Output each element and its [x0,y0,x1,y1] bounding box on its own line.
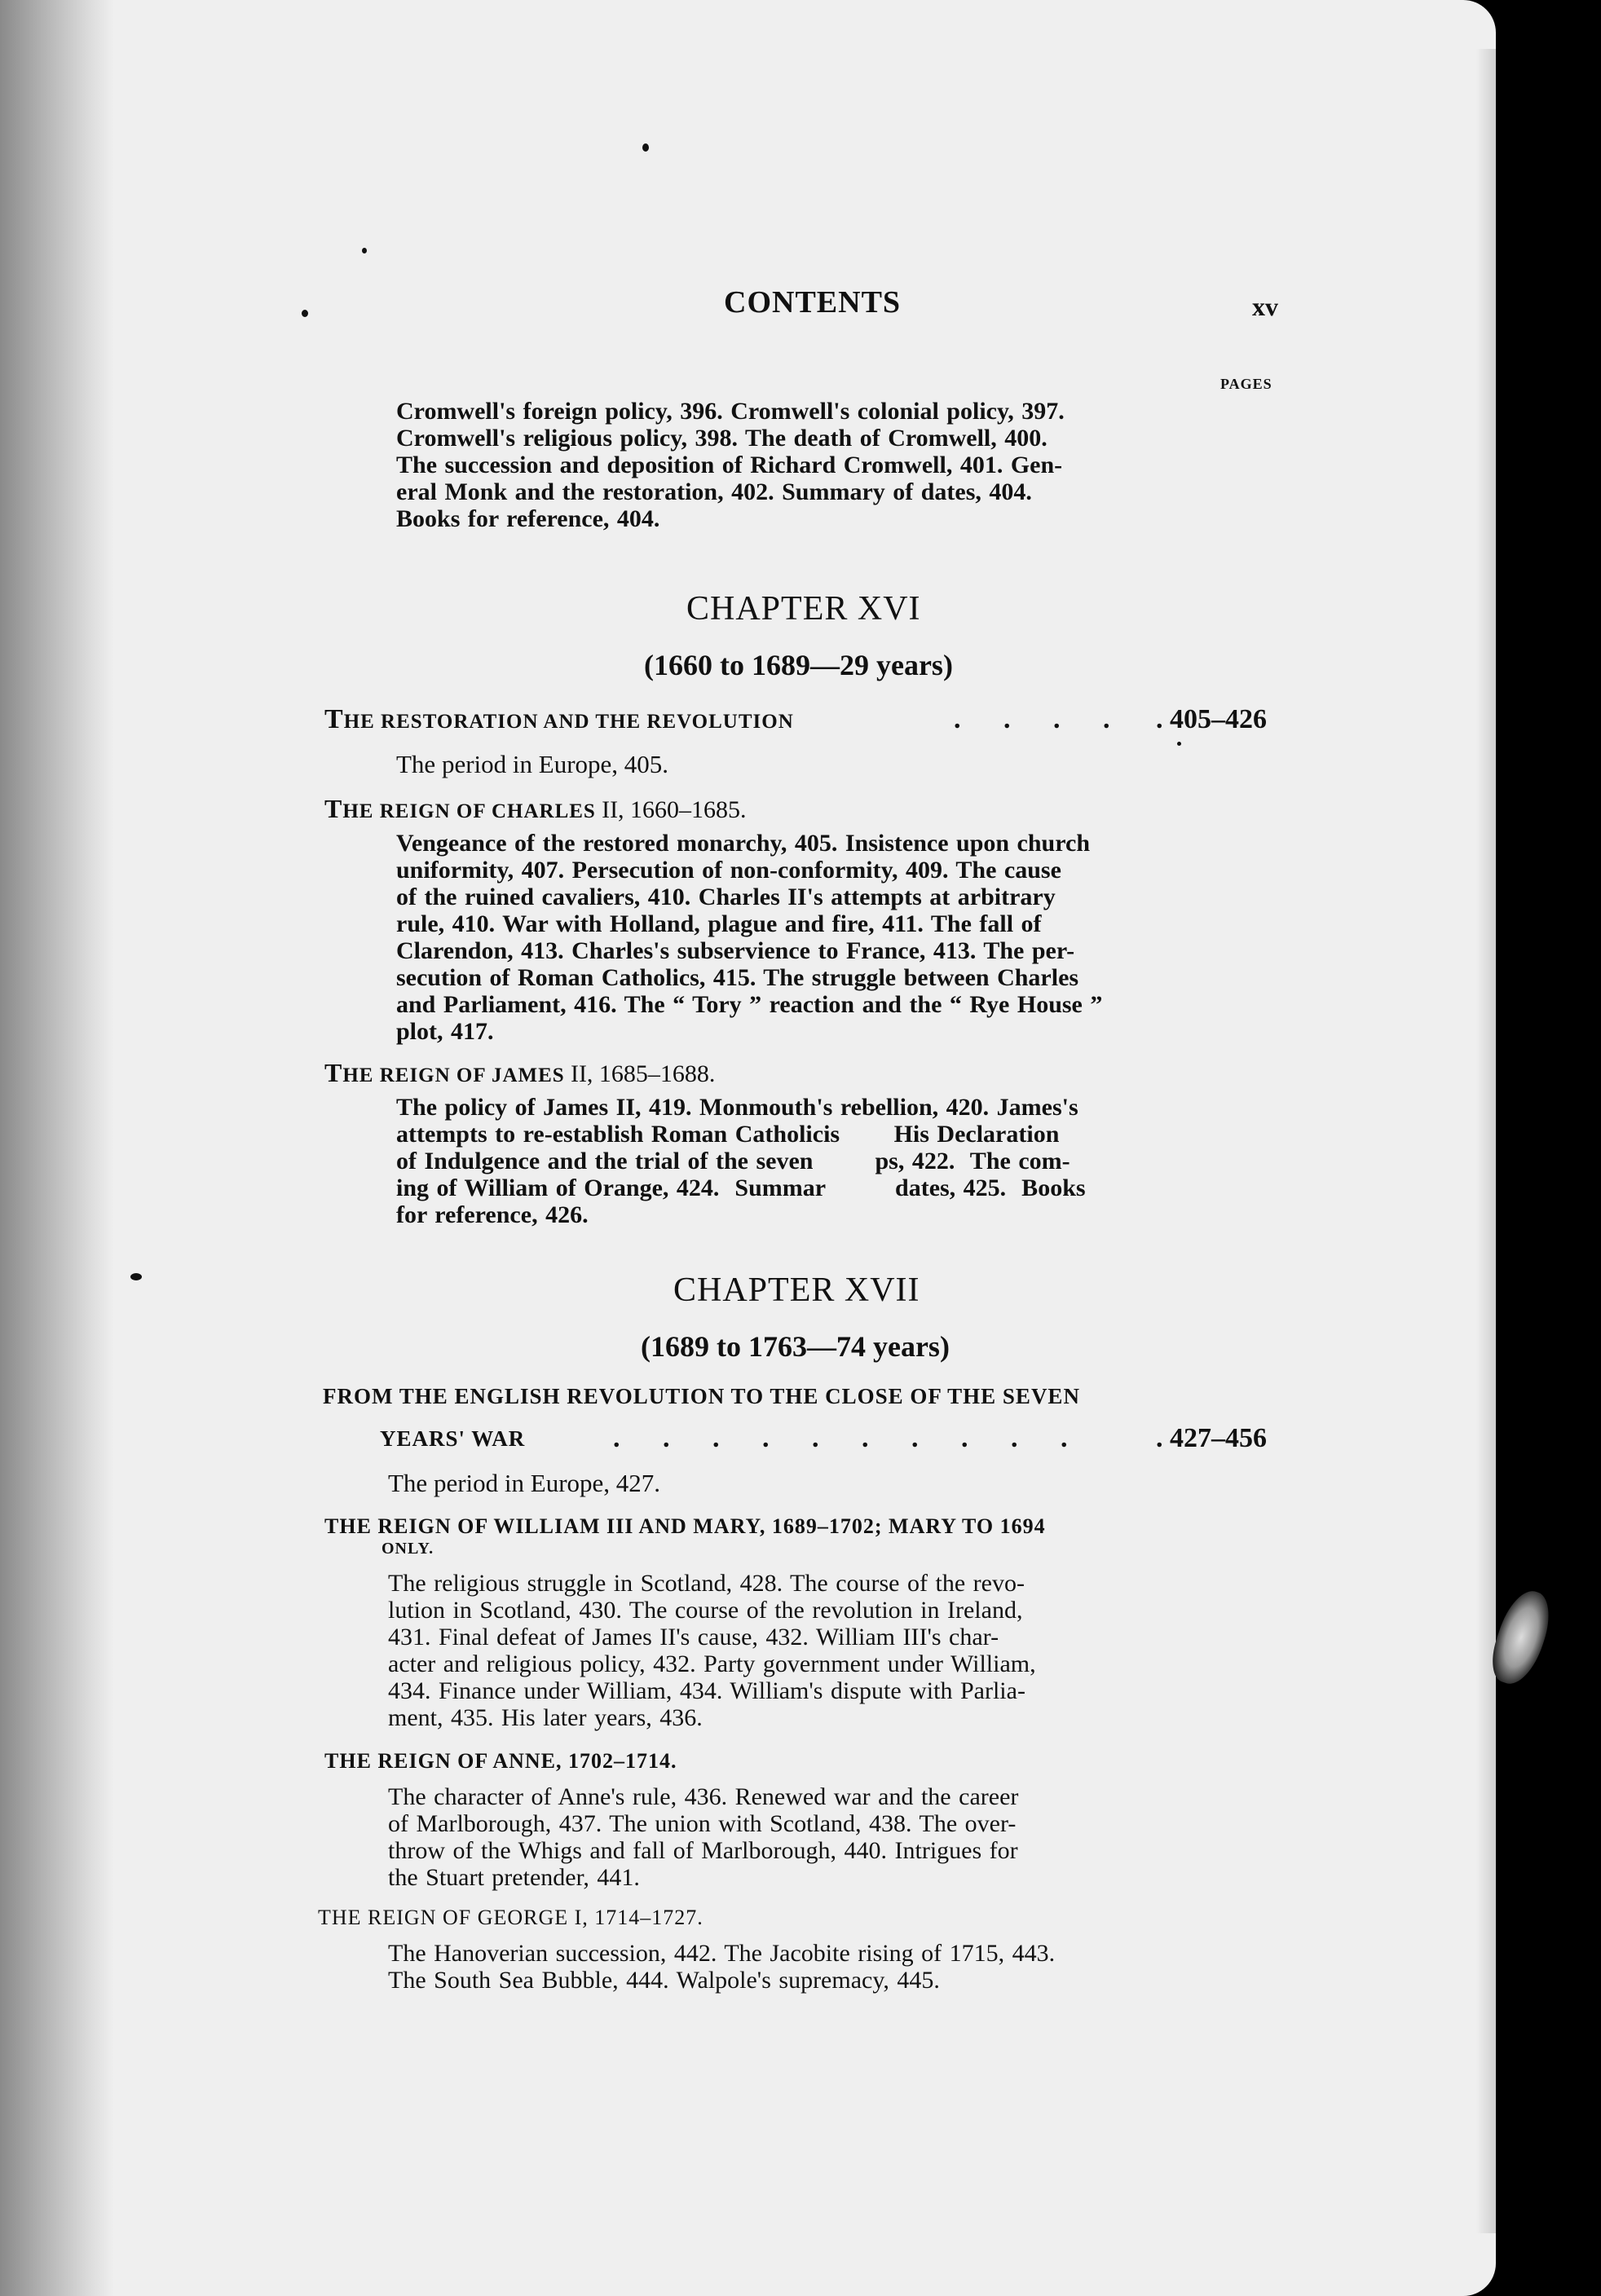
summary-line: eral Monk and the restoration, 402. Summary of dates, 404. [396,478,1032,505]
summary-line: of Indulgence and the trial of the seven ps, 422. The com- [396,1148,1070,1174]
reign-heading [324,1060,715,1086]
summary-line: ing of William of Orange, 424. Summar dates, 425. Books [396,1174,1086,1201]
reign-heading-continued: ONLY. [382,1540,434,1558]
ink-speck [642,143,649,152]
page-range: . 427–456 [1156,1423,1267,1453]
reign-heading-dates: II, 1660–1685. [602,796,747,823]
summary-line: 434. Finance under William, 434. William's dispute with Parlia- [388,1677,1025,1704]
part-title-continued: YEARS' WAR [380,1426,526,1451]
summary-line: The religious struggle in Scotland, 428. The course of the revo- [388,1570,1025,1597]
dot-leader: . . . . . . . . . . [613,1423,1086,1453]
period-intro: The period in Europe, 427. [388,1469,661,1497]
chapter-dates: (1660 to 1689—29 years) [644,649,953,681]
part-title [324,706,794,734]
summary-line: The Hanoverian succession, 442. The Jacobite rising of 1715, 443. [388,1940,1056,1967]
dot-leader: . . . . [954,704,1128,734]
reign-heading [324,795,747,822]
summary-line: The policy of James II, 419. Monmouth's rebellion, 420. James's [396,1094,1078,1121]
summary-line: 431. Final defeat of James II's cause, 432. William III's char- [388,1624,999,1650]
chapter-dates: (1689 to 1763—74 years) [641,1330,950,1363]
reign-heading-dates: II, 1685–1688. [570,1060,716,1087]
summary-line: rule, 410. War with Holland, plague and fire, 411. The fall of [396,910,1042,937]
reign-summary [396,1094,1086,1228]
ink-speck [1177,742,1181,746]
summary-line: The succession and deposition of Richard Cromwell, 401. Gen- [396,452,1063,478]
summary-line: Clarendon, 413. Charles's subservience to France, 413. The per- [396,937,1075,964]
page-number: xv [1252,292,1278,321]
part-title-initial: T [324,704,344,734]
reign-summary [396,830,1102,1045]
summary-line: lution in Scotland, 430. The course of the revolution in Ireland, [388,1597,1023,1624]
ink-speck [302,310,308,317]
summary-line: The South Sea Bubble, 444. Walpole's supremacy, 445. [388,1967,940,1994]
reign-heading-initial: T [324,1058,343,1087]
summary-line: for reference, 426. [396,1201,589,1228]
summary-line: acter and religious policy, 432. Party government under William, [388,1650,1036,1677]
summary-line: the Stuart pretender, 441. [388,1864,640,1891]
summary-line: throw of the Whigs and fall of Marlborough, 440. Intrigues for [388,1837,1018,1864]
reign-heading-rest: HE REIGN OF CHARLES [342,800,596,822]
summary-line: uniformity, 407. Persecution of non-conformity, 409. The cause [396,857,1061,884]
reign-summary [388,1783,1018,1891]
page-gutter-shadow [0,0,114,2296]
summary-line: Books for reference, 404. [396,505,660,532]
period-intro: The period in Europe, 405. [396,750,669,778]
reign-heading: THE REIGN OF GEORGE I, 1714–1727. [318,1906,703,1929]
reign-heading-initial: T [324,794,343,823]
pages-column-label: PAGES [1220,376,1272,392]
chapter-heading: CHAPTER XVII [673,1271,920,1309]
summary-line: attempts to re-establish Roman Catholicis His Declaration [396,1121,1060,1148]
part-title: FROM THE ENGLISH REVOLUTION TO THE CLOSE OF THE SEVEN [323,1384,1080,1408]
summary-line: and Parliament, 416. The “ Tory ” reaction and the “ Rye House ” [396,991,1103,1018]
reign-heading: THE REIGN OF WILLIAM III AND MARY, 1689–1702; MARY TO 1694 [324,1514,1046,1538]
page-edge-shadow [1476,49,1496,2233]
reign-heading: THE REIGN OF ANNE, 1702–1714. [324,1749,677,1773]
ink-speck [130,1273,142,1280]
part-title-rest: HE RESTORATION AND THE REVOLUTION [343,711,794,733]
summary-line: of Marlborough, 437. The union with Scotland, 438. The over- [388,1810,1017,1837]
summary-line: Vengeance of the restored monarchy, 405. Insistence upon church [396,830,1091,857]
summary-line: plot, 417. [396,1018,494,1045]
reign-summary [388,1570,1036,1731]
reign-summary [388,1940,1055,1994]
ink-speck [362,248,367,253]
page-header-title: CONTENTS [724,285,902,320]
summary-line: Cromwell's religious policy, 398. The death of Cromwell, 400. [396,425,1047,452]
summary-line: secution of Roman Catholics, 415. The struggle between Charles [396,964,1079,991]
reign-heading-rest: HE REIGN OF JAMES [342,1064,565,1086]
page-range: . 405–426 [1156,704,1267,734]
summary-line: The character of Anne's rule, 436. Renewed war and the career [388,1783,1019,1810]
summary-line: ment, 435. His later years, 436. [388,1704,703,1731]
chapter-heading: CHAPTER XVI [686,590,921,628]
summary-line: Cromwell's foreign policy, 396. Cromwell's colonial policy, 397. [396,398,1065,425]
summary-line: of the ruined cavaliers, 410. Charles II's attempts at arbitrary [396,884,1056,910]
opening-summary [396,398,1065,532]
